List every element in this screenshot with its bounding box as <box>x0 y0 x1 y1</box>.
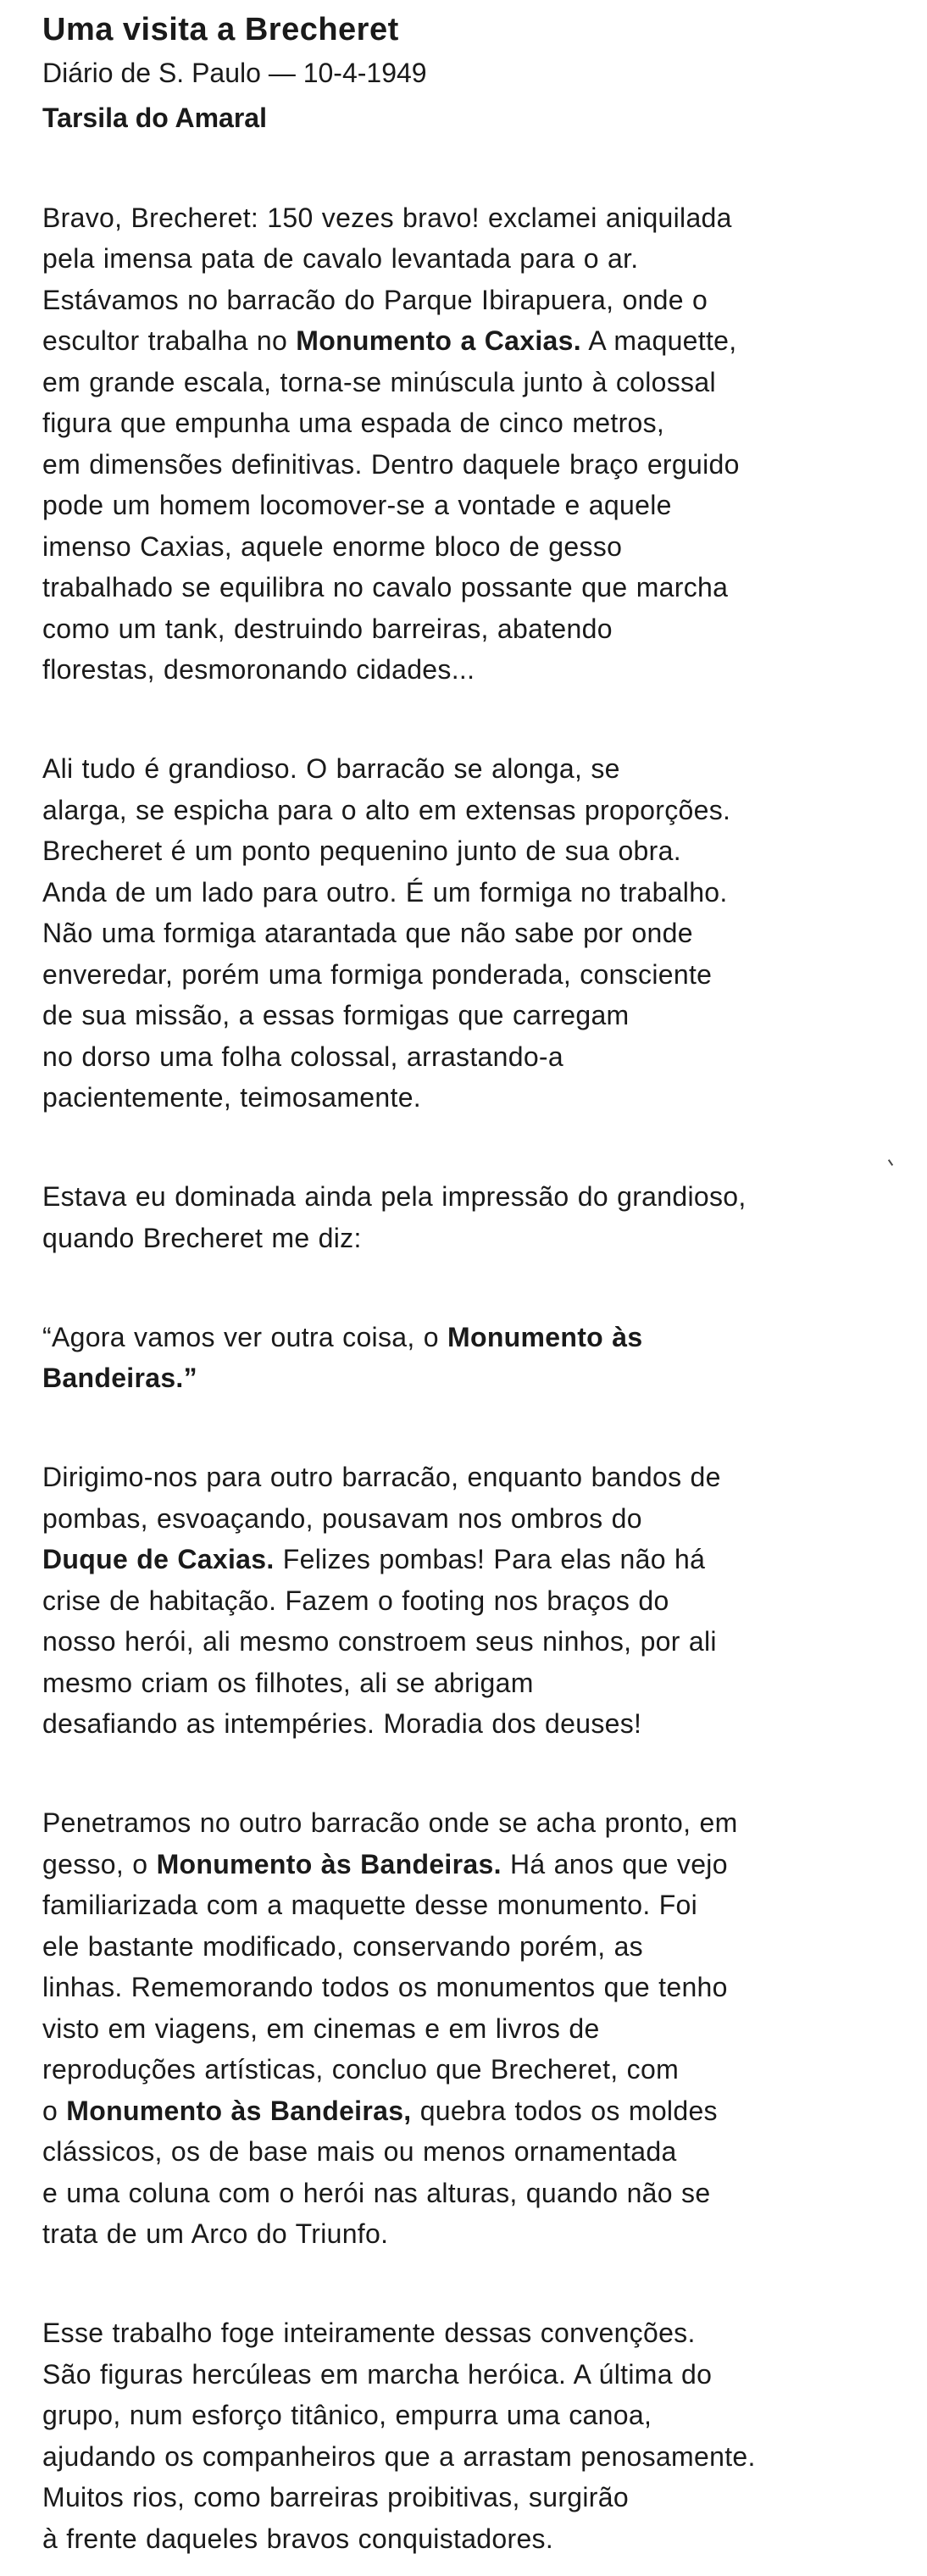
paragraph-6 <box>42 1762 907 2255</box>
paragraph-3 <box>42 1135 907 1259</box>
paragraph-text: quebra todos os moldes clássicos, os de base mais ou menos ornamentada e uma coluna com o herói nas alturas, quando não se trata de um Arco do Triunfo. <box>42 2095 718 2249</box>
article <box>42 8 907 2576</box>
article-author: Tarsila do Amaral <box>42 103 267 133</box>
bold-phrase: Monumento a Caxias. <box>296 325 581 356</box>
article-title: Uma visita a Brecheret <box>42 12 399 47</box>
paragraph-text: Dirigimo-nos para outro barracão, enquanto bandos de pombas, esvoaçando, pousavam nos ombros do <box>42 1462 721 1534</box>
paragraph-text: “Agora vamos ver outra coisa, o <box>42 1321 448 1352</box>
paragraph-text: Felizes pombas! Para elas não há crise de habitação. Fazem o footing nos braços do nosso herói, ali mesmo constroem seus ninhos, por ali mesmo criam os filhotes, ali se abrigam desafiando as intempéries. Moradia dos deuses! <box>42 1544 717 1739</box>
article-source: Diário de S. Paulo — 10-4-1949 <box>42 58 427 88</box>
paragraph-1 <box>42 156 907 691</box>
paragraph-2 <box>42 708 907 1119</box>
paragraph-7 <box>42 2272 907 2560</box>
paragraph-text: A maquette, em grande escala, torna-se minúscula junto à colossal figura que empunha uma espada de cinco metros, em dimensões definitivas. Dentro daquele braço erguido pode um homem locomover-se a vontade e aquele imenso Caxias, aquele enorme bloco de gesso trabalhado se equilibra no cavalo possante que marcha como um tank, destruindo barreiras, abatendo florestas, desmoronando cidades... <box>42 325 740 685</box>
paragraph-4-quote <box>42 1275 907 1399</box>
paragraph-5 <box>42 1416 907 1745</box>
bold-phrase: Monumento às Bandeiras.” <box>42 1321 643 1393</box>
paragraph-text: Bravo, Brecheret: 150 vezes bravo! exclamei aniquilada pela imensa pata de cavalo levantada para o ar. Estávamos no barracão do Parque Ibirapuera, onde o escultor trabalha no <box>42 202 732 356</box>
paragraph-text: Estava eu dominada ainda pela impressão do grandioso, quando Brecheret me diz: <box>42 1181 747 1253</box>
paragraph-text: Penetramos no outro barracão onde se acha pronto, em gesso, o <box>42 1807 738 1879</box>
paragraph-text: Há anos que vejo familiarizada com a maquette desse monumento. Foi ele bastante modificado, conservando porém, as linhas. Rememorando todos os monumentos que tenho visto em viagens, em cinemas e em livros de reproduções artísticas, concluo que Brecheret, com o <box>42 1848 728 2126</box>
paragraph-text: Esse trabalho foge inteiramente dessas convenções. São figuras hercúleas em marcha heróica. A última do grupo, num esforço titânico, empurra uma canoa, ajudando os companheiros que a arrastam penosamente. Muitos rios, como barreiras proibitivas, surgirão à frente daqueles bravos conquistadores. <box>42 2318 756 2554</box>
bold-phrase: Monumento às Bandeiras. <box>156 1848 502 1879</box>
bold-phrase: Monumento às Bandeiras, <box>66 2095 412 2126</box>
bold-phrase: Duque de Caxias. <box>42 1544 275 1574</box>
paragraph-text: Ali tudo é grandioso. O barracão se alonga, se alarga, se espicha para o alto em extensas proporções. Brecheret é um ponto pequenino junto de sua obra. Anda de um lado para outro. É um formiga no trabalho. Não uma formiga atarantada que não sabe por onde enveredar, porém uma formiga ponderada, consciente de sua missão, a essas formigas que carregam no dorso uma folha colossal, arrastando-a pacientemente, teimosamente. <box>42 753 731 1113</box>
